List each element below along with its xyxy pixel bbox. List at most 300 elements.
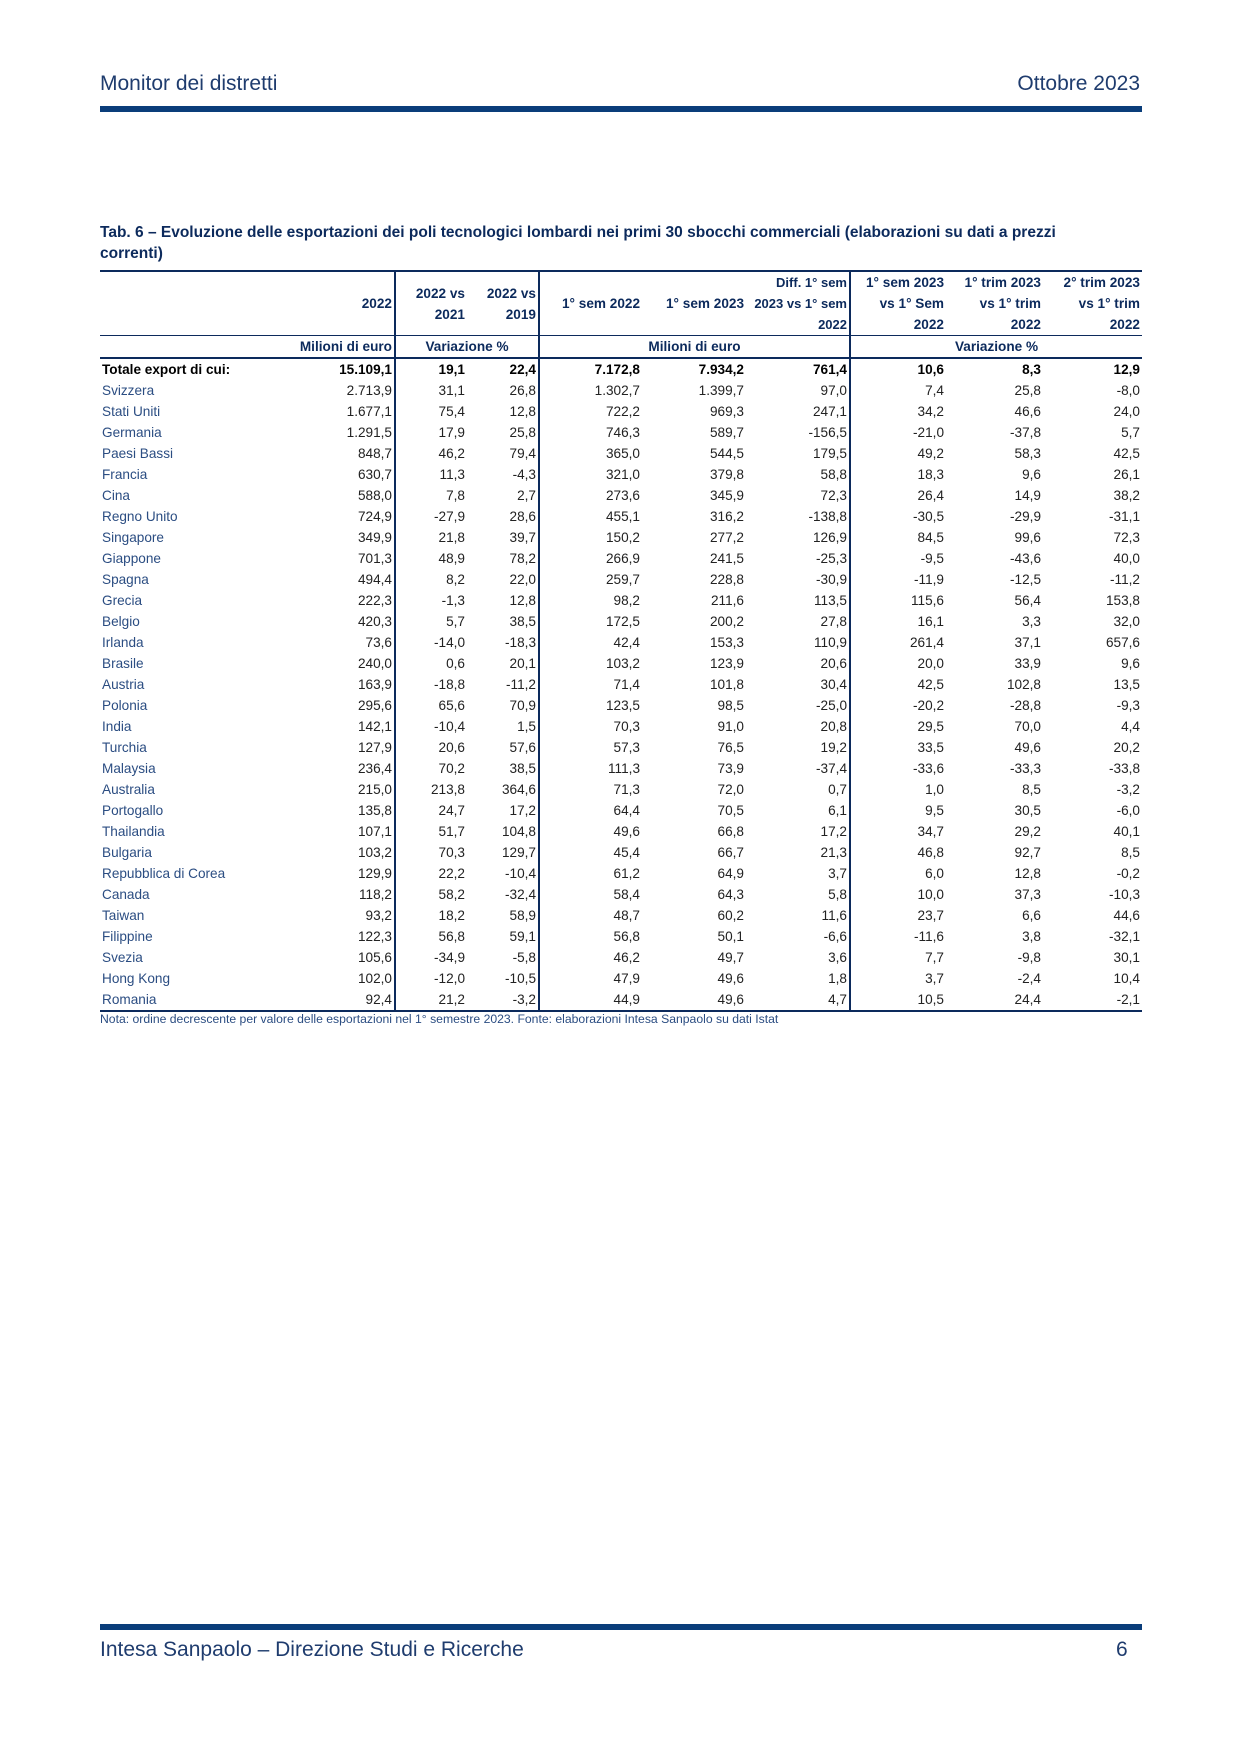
table-row [100, 611, 1142, 632]
cell: 6,1 [828, 803, 847, 818]
row-label: Turchia [102, 740, 147, 755]
cell: 118,2 [358, 887, 392, 902]
table-row [100, 401, 1142, 422]
header-title: Monitor dei distretti [100, 72, 278, 95]
cell: 40,0 [1113, 551, 1140, 566]
cell: -10,4 [505, 866, 536, 881]
cell: 379,8 [709, 467, 744, 482]
cell: 105,6 [357, 950, 392, 965]
cell: 6,0 [850, 863, 946, 884]
cell: 32,0 [1113, 614, 1140, 629]
cell: 24,4 [946, 989, 1043, 1011]
row-label: Malaysia [102, 761, 156, 776]
cell: 101,8 [709, 677, 744, 692]
cell: 75,4 [395, 401, 467, 422]
cell: 110,9 [813, 635, 847, 650]
header-rule [100, 106, 1142, 112]
cell: 46,6 [1014, 404, 1041, 419]
cell: 91,0 [717, 719, 744, 734]
cell: 34,2 [850, 401, 946, 422]
row-label: Singapore [102, 530, 164, 545]
cell: -9,5 [850, 548, 946, 569]
cell: 7.172,8 [539, 358, 642, 380]
cell: 49,6 [1014, 740, 1041, 755]
cell: 46,2 [539, 947, 642, 968]
cell: 1,8 [828, 971, 847, 986]
cell: 24,7 [395, 800, 467, 821]
cell: 295,6 [357, 698, 392, 713]
cell: 58,8 [820, 467, 847, 482]
table-row [100, 548, 1142, 569]
cell: -25,3 [816, 551, 847, 566]
cell: 57,6 [509, 740, 536, 755]
cell: 60,2 [717, 908, 744, 923]
cell: 213,8 [395, 779, 467, 800]
cell: 10,4 [1113, 971, 1140, 986]
cell: 70,3 [395, 842, 467, 863]
cell: 70,3 [539, 716, 642, 737]
cell: 72,0 [717, 782, 744, 797]
cell: 5,7 [1121, 425, 1140, 440]
cell: 58,3 [1014, 446, 1041, 461]
row-label: Cina [102, 488, 130, 503]
cell: 1,0 [850, 779, 946, 800]
cell: 129,7 [501, 845, 536, 860]
cell: 42,4 [539, 632, 642, 653]
cell: 17,2 [820, 824, 847, 839]
cell: 21,8 [395, 527, 467, 548]
cell: 49,6 [539, 821, 642, 842]
cell: 92,4 [290, 989, 395, 1011]
cell: 8,3 [1022, 362, 1041, 377]
cell: -18,3 [505, 635, 536, 650]
row-label: Canada [102, 887, 150, 902]
row-label: Australia [102, 782, 155, 797]
table-body [100, 358, 1142, 1011]
cell: 111,3 [539, 758, 642, 779]
cell: -11,6 [850, 926, 946, 947]
cell: 7,7 [850, 947, 946, 968]
cell: 24,0 [1113, 404, 1140, 419]
exports-table [100, 270, 1142, 1012]
row-label: India [102, 719, 132, 734]
cell: 277,2 [709, 530, 744, 545]
cell: 72,3 [820, 488, 847, 503]
table-row [100, 905, 1142, 926]
cell: 12,8 [1014, 866, 1041, 881]
cell: 23,7 [850, 905, 946, 926]
cell: 1,5 [517, 719, 536, 734]
cell: 20,0 [850, 653, 946, 674]
cell: 10,5 [850, 989, 946, 1011]
cell: 37,3 [1014, 887, 1041, 902]
cell: 9,6 [1022, 467, 1041, 482]
row-label: Portogallo [102, 803, 164, 818]
cell: 7,8 [395, 485, 467, 506]
table-row [100, 758, 1142, 779]
header-sem-2023: 1° sem 2023 [642, 271, 746, 336]
cell: -3,2 [1116, 782, 1140, 797]
cell: 37,1 [1014, 635, 1041, 650]
cell: 103,2 [539, 653, 642, 674]
cell: 1.677,1 [346, 404, 392, 419]
cell: -34,9 [395, 947, 467, 968]
cell: 66,8 [717, 824, 744, 839]
cell: 26,4 [850, 485, 946, 506]
cell: 56,4 [1014, 593, 1041, 608]
cell: 25,8 [1014, 383, 1041, 398]
cell: -30,5 [850, 506, 946, 527]
cell: 71,3 [539, 779, 642, 800]
cell: 102,0 [357, 971, 392, 986]
table-row [100, 632, 1142, 653]
cell: 58,4 [539, 884, 642, 905]
cell: 2,7 [517, 488, 536, 503]
cell: 11,6 [821, 908, 847, 923]
cell: 15.109,1 [339, 362, 392, 377]
cell: 22,4 [509, 362, 536, 377]
cell: 38,5 [509, 614, 536, 629]
cell: 364,6 [501, 782, 536, 797]
cell: 135,8 [357, 803, 392, 818]
cell: 61,2 [539, 863, 642, 884]
row-label: Austria [102, 677, 145, 692]
cell: 64,4 [539, 800, 642, 821]
cell: 50,1 [717, 929, 744, 944]
header-2022-vs-2019: 2022 vs 2019 [467, 271, 539, 336]
cell: 969,3 [709, 404, 744, 419]
cell: 97,0 [820, 383, 847, 398]
cell: 19,2 [820, 740, 847, 755]
cell: 9,5 [850, 800, 946, 821]
cell: 126,9 [812, 530, 847, 545]
unit-variazione-1: Variazione % [395, 336, 539, 359]
table-row [100, 485, 1142, 506]
table-row [100, 863, 1142, 884]
table-row [100, 989, 1142, 1011]
cell: 47,9 [539, 968, 642, 989]
cell: 29,2 [1014, 824, 1041, 839]
cell: 848,7 [357, 446, 392, 461]
row-label: Bulgaria [102, 845, 152, 860]
cell: 12,9 [1113, 362, 1140, 377]
cell: 58,9 [509, 908, 536, 923]
table-row [100, 926, 1142, 947]
cell: 70,2 [395, 758, 467, 779]
cell: 20,2 [1113, 740, 1140, 755]
cell: 51,7 [395, 821, 467, 842]
footer-rule [100, 1624, 1142, 1630]
cell: 122,3 [357, 929, 392, 944]
cell: 8,5 [1022, 782, 1041, 797]
cell: 657,6 [1105, 635, 1140, 650]
row-label: Taiwan [102, 908, 145, 923]
cell: 11,3 [395, 464, 467, 485]
table-row [100, 695, 1142, 716]
table-row [100, 569, 1142, 590]
column-header-row [100, 271, 1142, 336]
cell: 10,6 [850, 358, 946, 380]
cell: -27,9 [395, 506, 467, 527]
cell: -33,6 [850, 758, 946, 779]
row-label: Belgio [102, 614, 140, 629]
cell: 70,5 [717, 803, 744, 818]
cell: 179,5 [812, 446, 847, 461]
cell: -1,3 [395, 590, 467, 611]
table-note: Nota: ordine decrescente per valore delle esportazioni nel 1° semestre 2023. Fonte: elaborazioni Intesa Sanpaolo su dati Istat [100, 1012, 779, 1026]
cell: 20,6 [820, 656, 847, 671]
cell: 18,3 [850, 464, 946, 485]
cell: -12,0 [395, 968, 467, 989]
table-row [100, 653, 1142, 674]
row-label: Regno Unito [102, 509, 178, 524]
cell: -10,4 [395, 716, 467, 737]
cell: 48,7 [539, 905, 642, 926]
cell: 12,8 [509, 404, 536, 419]
cell: 70,0 [1014, 719, 1041, 734]
table-row [100, 422, 1142, 443]
cell: 27,8 [820, 614, 847, 629]
cell: 18,2 [395, 905, 467, 926]
header-country [100, 271, 290, 336]
cell: -37,4 [816, 761, 847, 776]
header-2022-vs-2021: 2022 vs 2021 [395, 271, 467, 336]
cell: 79,4 [509, 446, 536, 461]
cell: 30,5 [1014, 803, 1041, 818]
cell: 58,2 [395, 884, 467, 905]
table-row [100, 800, 1142, 821]
cell: 31,1 [395, 380, 467, 401]
cell: 49,2 [850, 443, 946, 464]
cell: 103,2 [357, 845, 392, 860]
cell: 34,7 [850, 821, 946, 842]
cell: -28,8 [1010, 698, 1041, 713]
unit-milioni-2: Milioni di euro [539, 336, 850, 359]
cell: 72,3 [1113, 530, 1140, 545]
cell: 98,2 [539, 590, 642, 611]
cell: 172,5 [539, 611, 642, 632]
cell: 3,7 [850, 968, 946, 989]
cell: -32,4 [505, 887, 536, 902]
cell: 321,0 [539, 464, 642, 485]
cell: 21,3 [820, 845, 847, 860]
cell: -29,9 [1010, 509, 1041, 524]
row-label: Germania [102, 425, 162, 440]
cell: 59,1 [509, 929, 536, 944]
cell: 3,8 [1022, 929, 1041, 944]
cell: 20,6 [395, 737, 467, 758]
cell: -20,2 [850, 695, 946, 716]
cell: 3,7 [828, 866, 847, 881]
cell: 26,8 [509, 383, 536, 398]
cell: -25,0 [816, 698, 847, 713]
cell: 544,5 [709, 446, 744, 461]
header-sem-vs: 1° sem 2023 vs 1° Sem 2022 [850, 271, 946, 336]
header-trim1: 1° trim 2023 vs 1° trim 2022 [946, 271, 1043, 336]
row-label: Grecia [102, 593, 143, 608]
cell: -33,8 [1109, 761, 1140, 776]
cell: 57,3 [539, 737, 642, 758]
table-caption: Tab. 6 – Evoluzione delle esportazioni dei poli tecnologici lombardi nei primi 30 sbocchi commerciali (elaborazioni su dati a prezzi correnti) [100, 224, 1056, 262]
unit-row [100, 336, 1142, 359]
footer-org: Intesa Sanpaolo – Direzione Studi e Ricerche [100, 1638, 524, 1661]
row-label: Francia [102, 467, 148, 482]
cell: 211,6 [710, 593, 744, 608]
cell: 99,6 [1014, 530, 1041, 545]
cell: 4,7 [746, 989, 850, 1011]
cell: -18,8 [395, 674, 467, 695]
header-sem-2022: 1° sem 2022 [539, 271, 642, 336]
table-row [100, 968, 1142, 989]
cell: -33,3 [1010, 761, 1041, 776]
cell: 349,9 [357, 530, 392, 545]
cell: 261,4 [850, 632, 946, 653]
cell: 30,4 [820, 677, 847, 692]
cell: 1.399,7 [698, 383, 744, 398]
cell: 16,1 [850, 611, 946, 632]
cell: 123,9 [709, 656, 744, 671]
table-row [100, 443, 1142, 464]
cell: 153,3 [709, 635, 744, 650]
cell: 273,6 [539, 485, 642, 506]
cell: 22,2 [395, 863, 467, 884]
cell: 2.713,9 [346, 383, 392, 398]
cell: 70,9 [509, 698, 536, 713]
cell: 17,2 [509, 803, 536, 818]
cell: -9,8 [1017, 950, 1041, 965]
cell: 0,7 [828, 782, 847, 797]
row-label: Polonia [102, 698, 148, 713]
cell: 228,8 [709, 572, 744, 587]
cell: -10,3 [1109, 887, 1140, 902]
cell: -12,5 [1010, 572, 1041, 587]
cell: 746,3 [539, 422, 642, 443]
cell: 5,8 [828, 887, 847, 902]
cell: 33,5 [850, 737, 946, 758]
cell: 39,7 [509, 530, 536, 545]
header-date: Ottobre 2023 [1017, 72, 1140, 95]
cell: 8,5 [1121, 845, 1140, 860]
cell: -2,1 [1043, 989, 1142, 1011]
table-row [100, 674, 1142, 695]
table-row [100, 947, 1142, 968]
row-label: Irlanda [102, 635, 144, 650]
cell: -43,6 [1010, 551, 1041, 566]
cell: -8,0 [1116, 383, 1140, 398]
row-label: Thailandia [102, 824, 165, 839]
cell: 200,2 [709, 614, 744, 629]
cell: 3,6 [828, 950, 847, 965]
cell: -21,0 [850, 422, 946, 443]
row-label: Filippine [102, 929, 153, 944]
unit-milioni-1: Milioni di euro [290, 336, 395, 359]
cell: 30,1 [1113, 950, 1140, 965]
cell: 66,7 [717, 845, 744, 860]
unit-variazione-2: Variazione % [850, 336, 1142, 359]
cell: 93,2 [365, 908, 392, 923]
cell: 215,0 [357, 782, 392, 797]
row-label: Hong Kong [102, 971, 171, 986]
row-label: Giappone [102, 551, 161, 566]
cell: 1.302,7 [539, 380, 642, 401]
cell: 724,9 [357, 509, 392, 524]
row-label: Svezia [102, 950, 143, 965]
cell: -14,0 [395, 632, 467, 653]
cell: -5,8 [512, 950, 536, 965]
table-row-total [100, 358, 1142, 380]
cell: 455,1 [539, 506, 642, 527]
cell: 345,9 [709, 488, 744, 503]
header-diff: Diff. 1° sem 2023 vs 1° sem 2022 [746, 271, 850, 336]
cell: -6,0 [1116, 803, 1140, 818]
cell: 722,2 [539, 401, 642, 422]
cell: 73,9 [717, 761, 744, 776]
cell: 9,6 [1121, 656, 1140, 671]
cell: -2,4 [1017, 971, 1041, 986]
cell: 1.291,5 [346, 425, 392, 440]
cell: 6,6 [1022, 908, 1041, 923]
cell: 56,8 [395, 926, 467, 947]
cell: 28,6 [509, 509, 536, 524]
cell: 40,1 [1113, 824, 1140, 839]
cell: -138,8 [808, 509, 847, 524]
header-2022: 2022 [290, 271, 395, 336]
cell: 98,5 [717, 698, 744, 713]
row-label: Stati Uniti [102, 404, 161, 419]
cell: 44,9 [539, 989, 642, 1011]
cell: 21,2 [395, 989, 467, 1011]
cell: 76,5 [717, 740, 744, 755]
cell: -32,1 [1109, 929, 1140, 944]
cell: 10,0 [850, 884, 946, 905]
cell: 150,2 [539, 527, 642, 548]
cell: 26,1 [1113, 467, 1140, 482]
row-label: Totale export di cui: [102, 362, 231, 377]
cell: 73,6 [365, 635, 392, 650]
cell: 78,2 [509, 551, 536, 566]
cell: 65,6 [395, 695, 467, 716]
cell: 259,7 [539, 569, 642, 590]
cell: 316,2 [709, 509, 744, 524]
cell: 38,5 [509, 761, 536, 776]
table-row [100, 821, 1142, 842]
table-row [100, 464, 1142, 485]
table-row [100, 716, 1142, 737]
cell: 266,9 [539, 548, 642, 569]
cell: 49,7 [717, 950, 744, 965]
cell: 17,9 [395, 422, 467, 443]
cell: 104,8 [501, 824, 536, 839]
cell: 92,7 [1014, 845, 1041, 860]
cell: 7,4 [850, 380, 946, 401]
cell: 115,6 [850, 590, 946, 611]
cell: 761,4 [812, 362, 847, 377]
cell: 630,7 [357, 467, 392, 482]
cell: 46,8 [850, 842, 946, 863]
table-row [100, 779, 1142, 800]
cell: 13,5 [1113, 677, 1140, 692]
cell: 5,7 [395, 611, 467, 632]
cell: 588,0 [357, 488, 392, 503]
cell: 42,5 [850, 674, 946, 695]
table-row [100, 506, 1142, 527]
cell: -156,5 [808, 425, 847, 440]
table-row [100, 737, 1142, 758]
cell: 236,4 [357, 761, 392, 776]
cell: -31,1 [1109, 509, 1140, 524]
cell: 494,4 [357, 572, 392, 587]
row-label: Romania [100, 989, 290, 1011]
